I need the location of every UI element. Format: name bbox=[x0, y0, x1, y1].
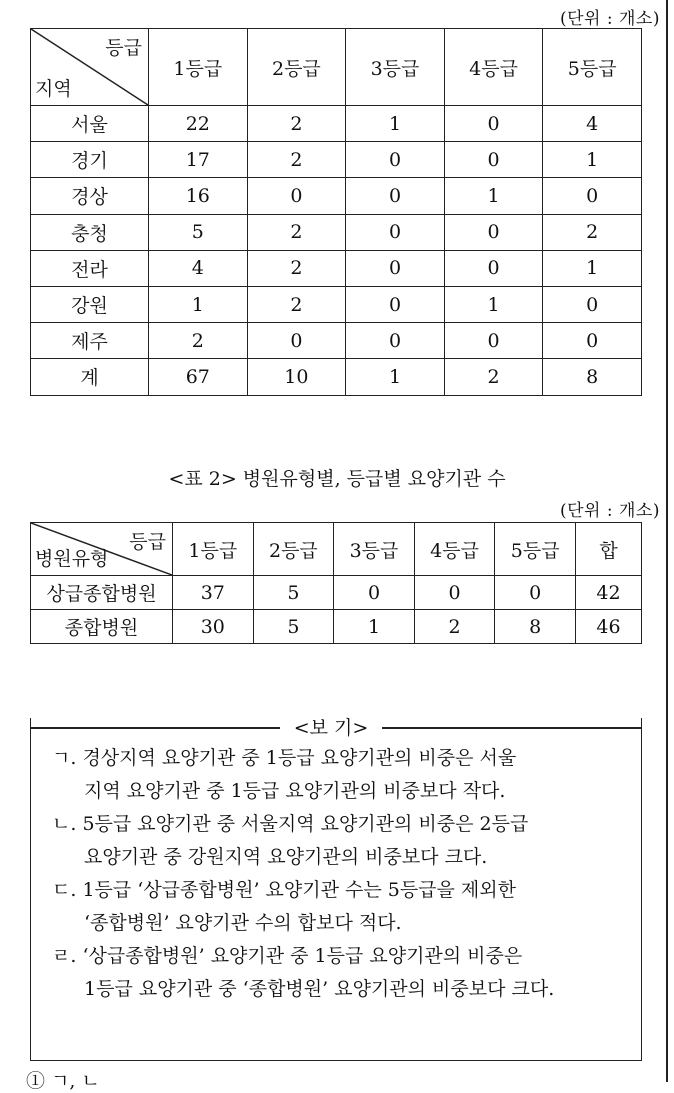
table-cell: 1 bbox=[149, 286, 248, 322]
table-cell: 1 bbox=[444, 178, 543, 214]
table-cell: 0 bbox=[543, 178, 642, 214]
item-text: ‘종합병원’ 요양기관 수의 합보다 적다. bbox=[84, 912, 402, 934]
table-cell: 0 bbox=[247, 323, 346, 359]
table-cell: 0 bbox=[444, 250, 543, 286]
table-cell: 1 bbox=[444, 286, 543, 322]
table-cell: 2 bbox=[247, 214, 346, 250]
table1-col-header: 1등급 bbox=[149, 29, 248, 106]
item-text: 지역 요양기관 중 1등급 요양기관의 비중보다 작다. bbox=[84, 780, 506, 802]
table-cell: 2 bbox=[247, 286, 346, 322]
boki-title: <보 기> bbox=[293, 717, 369, 739]
table-cell: 1 bbox=[334, 610, 415, 644]
table-cell: 17 bbox=[149, 142, 248, 178]
item-mark: ㄹ. bbox=[52, 945, 77, 967]
row-label: 전라 bbox=[31, 250, 149, 286]
row-label: 계 bbox=[31, 359, 149, 395]
table-cell: 22 bbox=[149, 106, 248, 142]
table-cell: 0 bbox=[414, 576, 495, 610]
table-cell: 0 bbox=[444, 106, 543, 142]
item-text: 요양기관 중 강원지역 요양기관의 비중보다 크다. bbox=[84, 846, 488, 868]
table-row bbox=[31, 576, 642, 610]
page-right-rule bbox=[666, 0, 668, 1082]
table-cell: 0 bbox=[543, 286, 642, 322]
table-row bbox=[31, 178, 642, 214]
table2-col-header: 3등급 bbox=[334, 523, 415, 576]
table-cell: 8 bbox=[495, 610, 576, 644]
table-cell: 0 bbox=[346, 250, 445, 286]
row-label: 상급종합병원 bbox=[31, 576, 173, 610]
row-label: 충청 bbox=[31, 214, 149, 250]
table2-col-header: 5등급 bbox=[495, 523, 576, 576]
row-label: 종합병원 bbox=[31, 610, 173, 644]
table-cell: 0 bbox=[444, 142, 543, 178]
table-region-grade bbox=[30, 28, 642, 396]
item-mark: ㄱ. bbox=[52, 747, 77, 769]
table-cell: 0 bbox=[495, 576, 576, 610]
item-text: 1등급 ‘상급종합병원’ 요양기관 수는 5등급을 제외한 bbox=[76, 879, 516, 901]
table-cell: 8 bbox=[543, 359, 642, 395]
table-cell: 5 bbox=[253, 576, 334, 610]
item-text: 5등급 요양기관 중 서울지역 요양기관의 비중은 2등급 bbox=[76, 813, 529, 835]
row-label: 강원 bbox=[31, 286, 149, 322]
item-mark: ㄷ. bbox=[52, 879, 77, 901]
row-label: 경상 bbox=[31, 178, 149, 214]
table-cell: 2 bbox=[247, 250, 346, 286]
table-row-total bbox=[31, 359, 642, 395]
table-cell: 2 bbox=[149, 323, 248, 359]
answer-option-1[interactable]: ① ㄱ, ㄴ bbox=[26, 1070, 100, 1092]
table-row bbox=[31, 610, 642, 644]
table2-caption: <표 2> 병원유형별, 등급별 요양기관 수 bbox=[168, 468, 506, 490]
table2-corner-grade: 등급 bbox=[129, 531, 166, 553]
table-cell: 67 bbox=[149, 359, 248, 395]
table-cell: 0 bbox=[247, 178, 346, 214]
table-row bbox=[31, 142, 642, 178]
table-cell: 42 bbox=[576, 576, 642, 610]
table1-corner-grade: 등급 bbox=[105, 37, 142, 59]
table2-col-header: 2등급 bbox=[253, 523, 334, 576]
table2-corner-type: 병원유형 bbox=[35, 548, 109, 570]
table1-col-header: 2등급 bbox=[247, 29, 346, 106]
table-row bbox=[31, 106, 642, 142]
table-cell: 10 bbox=[247, 359, 346, 395]
item-text: 경상지역 요양기관 중 1등급 요양기관의 비중은 서울 bbox=[76, 747, 517, 769]
table2-col-header: 4등급 bbox=[414, 523, 495, 576]
table-cell: 1 bbox=[346, 359, 445, 395]
table1-col-header: 5등급 bbox=[543, 29, 642, 106]
table1-corner-region: 지역 bbox=[35, 78, 72, 100]
row-label: 제주 bbox=[31, 323, 149, 359]
table-cell: 0 bbox=[346, 214, 445, 250]
table-cell: 1 bbox=[543, 142, 642, 178]
boki-item bbox=[52, 742, 642, 808]
table-row bbox=[31, 323, 642, 359]
table-cell: 37 bbox=[173, 576, 254, 610]
item-text: ‘상급종합병원’ 요양기관 중 1등급 요양기관의 비중은 bbox=[76, 945, 523, 967]
table-cell: 1 bbox=[346, 106, 445, 142]
table-cell: 5 bbox=[253, 610, 334, 644]
table-cell: 2 bbox=[543, 214, 642, 250]
table-cell: 0 bbox=[346, 286, 445, 322]
table-row bbox=[31, 214, 642, 250]
boki-items bbox=[52, 742, 642, 1006]
table-cell: 0 bbox=[444, 214, 543, 250]
table2-col-header: 1등급 bbox=[173, 523, 254, 576]
table-cell: 30 bbox=[173, 610, 254, 644]
item-text: 1등급 요양기관 중 ‘종합병원’ 요양기관의 비중보다 크다. bbox=[84, 978, 555, 1000]
table-cell: 0 bbox=[543, 323, 642, 359]
table-cell: 1 bbox=[543, 250, 642, 286]
table1-unit: (단위 : 개소) bbox=[560, 9, 660, 29]
table2-unit: (단위 : 개소) bbox=[560, 501, 660, 521]
item-mark: ㄴ. bbox=[52, 813, 77, 835]
table-cell: 46 bbox=[576, 610, 642, 644]
table-cell: 4 bbox=[149, 250, 248, 286]
table-cell: 0 bbox=[346, 142, 445, 178]
boki-item bbox=[52, 940, 642, 1006]
table-cell: 2 bbox=[247, 106, 346, 142]
table1-col-header: 3등급 bbox=[346, 29, 445, 106]
row-label: 서울 bbox=[31, 106, 149, 142]
boki-item bbox=[52, 874, 642, 940]
table-cell: 5 bbox=[149, 214, 248, 250]
table-cell: 2 bbox=[444, 359, 543, 395]
table2-corner-cell bbox=[31, 523, 173, 576]
table-cell: 0 bbox=[444, 323, 543, 359]
table-hospital-type-grade bbox=[30, 522, 642, 644]
table-row bbox=[31, 250, 642, 286]
table-cell: 0 bbox=[334, 576, 415, 610]
table-cell: 2 bbox=[414, 610, 495, 644]
table-cell: 2 bbox=[247, 142, 346, 178]
table-cell: 0 bbox=[346, 178, 445, 214]
table1-col-header: 4등급 bbox=[444, 29, 543, 106]
table-cell: 16 bbox=[149, 178, 248, 214]
row-label: 경기 bbox=[31, 142, 149, 178]
table2-col-header: 합 bbox=[576, 523, 642, 576]
table-row bbox=[31, 286, 642, 322]
table-cell: 4 bbox=[543, 106, 642, 142]
boki-item bbox=[52, 808, 642, 874]
table-cell: 0 bbox=[346, 323, 445, 359]
table1-corner-cell bbox=[31, 29, 149, 106]
